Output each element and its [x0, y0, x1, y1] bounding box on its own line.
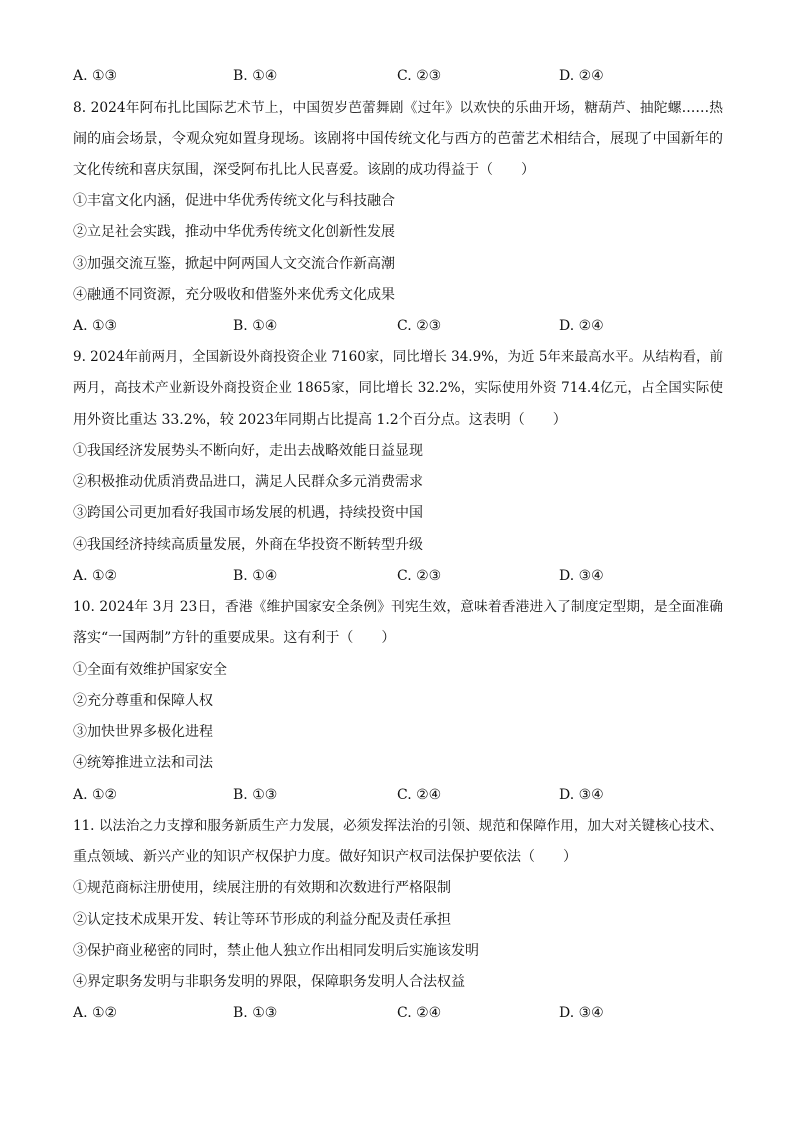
q11-item-3: ③保护商业秘密的同时，禁止他人独立作出相同发明后实施该发明	[73, 943, 479, 959]
q11-options	[73, 1003, 723, 1023]
q8-option-c[interactable]: C. ②③	[397, 318, 442, 334]
q9-stem-line-2: 两月，高技术产业新设外商投资企业 1865家，同比增长 32.2%，实际使用外资 714.4亿元，占全国实际使	[73, 380, 723, 396]
q8-option-b[interactable]: B. ①④	[233, 318, 278, 334]
q9-stem-line-3: 用外资比重达 33.2%，较 2023年同期占比提高 1.2个百分点。这表明（ ）	[73, 412, 567, 428]
q7-option-d[interactable]: D. ②④	[559, 68, 604, 84]
q7-option-a[interactable]: A. ①③	[73, 68, 118, 84]
q9-options	[73, 566, 723, 586]
q10-item-3: ③加快世界多极化进程	[73, 724, 213, 740]
q9-stem-line-1: 9. 2024年前两月，全国新设外商投资企业 7160家，同比增长 34.9%，为近 5年来最高水平。从结构看，前	[73, 349, 723, 365]
q11-option-d[interactable]: D. ③④	[559, 1005, 604, 1021]
q8-stem-line-2: 闹的庙会场景，令观众宛如置身现场。该剧将中国传统文化与西方的芭蕾艺术相结合，展现了中国新年的	[73, 131, 723, 147]
q10-item-2: ②充分尊重和保障人权	[73, 693, 213, 709]
q10-options	[73, 785, 723, 805]
q10-item-4: ④统筹推进立法和司法	[73, 755, 213, 771]
q8-option-d[interactable]: D. ②④	[559, 318, 604, 334]
q7-options	[73, 66, 723, 86]
q7-option-c[interactable]: C. ②③	[397, 68, 442, 84]
q8-stem-line-1: 8. 2024年阿布扎比国际艺术节上，中国贺岁芭蕾舞剧《过年》以欢快的乐曲开场，糖葫芦、抽陀螺……热	[73, 100, 723, 116]
q9-item-4: ④我国经济持续高质量发展，外商在华投资不断转型升级	[73, 537, 423, 553]
q9-option-b[interactable]: B. ①④	[233, 568, 278, 584]
q10-option-a[interactable]: A. ①②	[73, 787, 118, 803]
q9-option-a[interactable]: A. ①②	[73, 568, 118, 584]
q9-option-d[interactable]: D. ③④	[559, 568, 604, 584]
q11-item-2: ②认定技术成果开发、转让等环节形成的利益分配及责任承担	[73, 912, 451, 928]
q11-stem-line-1: 11. 以法治之力支撑和服务新质生产力发展，必须发挥法治的引领、规范和保障作用，加大对关键核心技术、	[73, 818, 723, 834]
q11-option-c[interactable]: C. ②④	[397, 1005, 442, 1021]
q10-option-b[interactable]: B. ①③	[233, 787, 278, 803]
q11-item-1: ①规范商标注册使用，续展注册的有效期和次数进行严格限制	[73, 880, 451, 896]
q7-option-b[interactable]: B. ①④	[233, 68, 278, 84]
q8-options	[73, 316, 723, 336]
q10-item-1: ①全面有效维护国家安全	[73, 662, 227, 678]
q10-stem-line-2: 落实“一国两制”方针的重要成果。这有利于（ ）	[73, 630, 396, 646]
q10-option-c[interactable]: C. ②④	[397, 787, 442, 803]
q9-item-3: ③跨国公司更加看好我国市场发展的机遇，持续投资中国	[73, 505, 423, 521]
q8-item-1: ①丰富文化内涵，促进中华优秀传统文化与科技融合	[73, 193, 395, 209]
q11-option-a[interactable]: A. ①②	[73, 1005, 118, 1021]
q11-item-4: ④界定职务发明与非职务发明的界限，保障职务发明人合法权益	[73, 974, 465, 990]
q9-item-2: ②积极推动优质消费品进口，满足人民群众多元消费需求	[73, 474, 423, 490]
q8-option-a[interactable]: A. ①③	[73, 318, 118, 334]
q9-option-c[interactable]: C. ②③	[397, 568, 442, 584]
q9-item-1: ①我国经济发展势头不断向好，走出去战略效能日益显现	[73, 443, 423, 459]
q8-stem-line-3: 文化传统和喜庆氛围，深受阿布扎比人民喜爱。该剧的成功得益于（ ）	[73, 162, 535, 178]
q8-item-3: ③加强交流互鉴，掀起中阿两国人文交流合作新高潮	[73, 256, 395, 272]
q10-option-d[interactable]: D. ③④	[559, 787, 604, 803]
q10-stem-line-1: 10. 2024年 3月 23日，香港《维护国家安全条例》刊宪生效，意味着香港进入了制度定型期，是全面准确	[73, 599, 723, 615]
q11-option-b[interactable]: B. ①③	[233, 1005, 278, 1021]
q8-item-4: ④融通不同资源，充分吸收和借鉴外来优秀文化成果	[73, 287, 395, 303]
q8-item-2: ②立足社会实践，推动中华优秀传统文化创新性发展	[73, 224, 395, 240]
q11-stem-line-2: 重点领域、新兴产业的知识产权保护力度。做好知识产权司法保护要依法（ ）	[73, 849, 577, 865]
